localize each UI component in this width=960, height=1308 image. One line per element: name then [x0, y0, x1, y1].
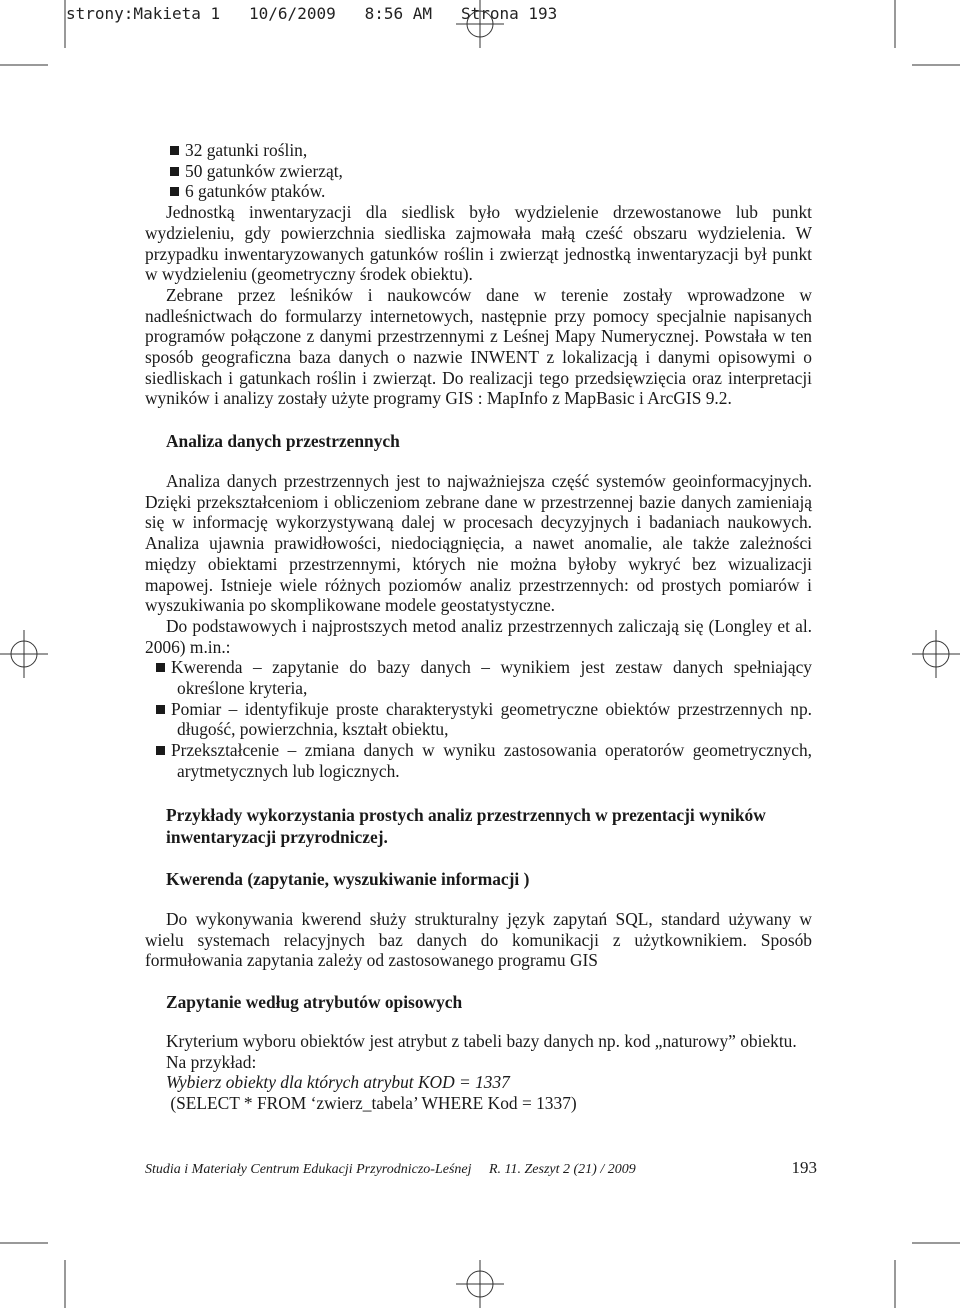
list-item: Pomiar – identyfikuje proste charakterystyki geometryczne obiektów przestrzennych np. długość, powierzchnia, kształt obiektu,: [145, 699, 812, 740]
paragraph: Do wykonywania kwerend służy strukturalny język zapytań SQL, standard używany w wielu systemach relacyjnych baz danych do komunikacji z użytkownikiem. Sposób formułowania zapytania zależy od zastosowanego programu GIS: [145, 909, 812, 971]
body-section-1: [145, 140, 812, 409]
paragraph: Analiza danych przestrzennych jest to najważniejsza część systemów geoinformacyjnych. Dzięki przekształceniom i obliczeniom zebrane dane w przestrzennej bazie danych zamieniają się w informację wykorzystywaną dalej w procesach decyzyjnych i badaniach naukowych. Analiza ujawnia prawidłowości, niedociągnięcia, a nawet anomalie, ale także zależności między obiektami przestrzennymi, których nie można byłoby wykryć bez wizualizacji mapowej. Istnieje wiele różnych poziomów analiz przestrzennych: od prostych pomiarów i wyszukiwania po skomplikowane modele geostatystyczne.: [145, 471, 812, 616]
paragraph: Jednostką inwentaryzacji dla siedlisk było wydzielenie drzewostanowe lub punkt wydzieleniu, gdy powierzchnia siedliska zajmowała małą cześć obszaru wydzielenia. W przypadku inwentaryzowanych gatunków roślin i zwierząt jednostką inwentaryzacji był punkt w wydzieleniu (geometryczny środek obiektu).: [145, 202, 812, 285]
bullet-square-icon: [170, 187, 179, 196]
bullet-square-icon: [170, 146, 179, 155]
registration-mark-bottom: [456, 1260, 504, 1308]
section-heading: Kwerenda (zapytanie, wyszukiwanie informacji ): [166, 869, 530, 889]
list-item: 50 gatunków zwierząt,: [145, 161, 812, 182]
bullet-square-icon: [156, 705, 165, 714]
list-item: Przekształcenie – zmiana danych w wyniku zastosowania operatorów geometrycznych, arytmetycznych lub logicznych.: [145, 740, 812, 781]
body-section-3: [145, 804, 812, 848]
page-number: 193: [791, 1158, 817, 1177]
journal-citation: Studia i Materiały Centrum Edukacji Przyrodniczo-Leśnej R. 11. Zeszyt 2 (21) / 2009: [145, 1162, 636, 1177]
list-item: 6 gatunków ptaków.: [145, 181, 812, 202]
paragraph: Do podstawowych i najprostszych metod analiz przestrzennych zaliczają się (Longley et al. 2006) m.in.:: [145, 615, 812, 657]
bullet-square-icon: [156, 663, 165, 672]
section-heading: Zapytanie według atrybutów opisowych: [166, 992, 463, 1012]
section-heading: Analiza danych przestrzennych: [166, 431, 400, 451]
bullet-square-icon: [156, 746, 165, 755]
section-heading: Przykłady wykorzystania prostych analiz przestrzennych w prezentacji wyników inwentaryzacji przyrodniczej.: [166, 805, 766, 847]
text-line: Na przykład:: [166, 1051, 257, 1072]
print-slug: strony:Makieta 1 10/6/2009 8:56 AM Strona 193: [66, 4, 558, 23]
list-item: Kwerenda – zapytanie do bazy danych – wynikiem jest zestaw danych spełniający określone kryteria,: [145, 657, 812, 698]
list-item: 32 gatunki roślin,: [145, 140, 812, 161]
registration-mark-left: [0, 630, 48, 678]
body-section-5: [145, 991, 812, 1114]
registration-mark-top: [456, 0, 504, 48]
registration-mark-right: [912, 630, 960, 678]
body-section-2: [145, 430, 812, 782]
text-line-italic: Wybierz obiekty dla których atrybut KOD = 1337: [166, 1072, 510, 1093]
text-line: Kryterium wyboru obiektów jest atrybut z tabeli bazy danych np. kod „naturowy” obiektu.: [166, 1031, 797, 1051]
text-line: (SELECT * FROM ‘zwierz_tabela’ WHERE Kod = 1337): [166, 1093, 577, 1114]
paragraph: Zebrane przez leśników i naukowców dane w terenie zostały wprowadzone w nadleśnictwach do formularzy internetowych, następnie przy pomocy specjalnie napisanych programów połączone z danymi przestrzennymi z Leśnej Mapy Numerycznej. Powstała w ten sposób geograficzna baza danych o nazwie INWENT z lokalizacją i danymi opisowymi o siedliskach i gatunkach roślin i zwierząt. Do realizacji tego przedsięwzięcia oraz interpretacji wyników i analizy zostały użyte programy GIS : MapInfo z MapBasic i ArcGIS 9.2.: [145, 284, 812, 409]
body-section-4: [145, 868, 812, 971]
bullet-square-icon: [170, 167, 179, 176]
